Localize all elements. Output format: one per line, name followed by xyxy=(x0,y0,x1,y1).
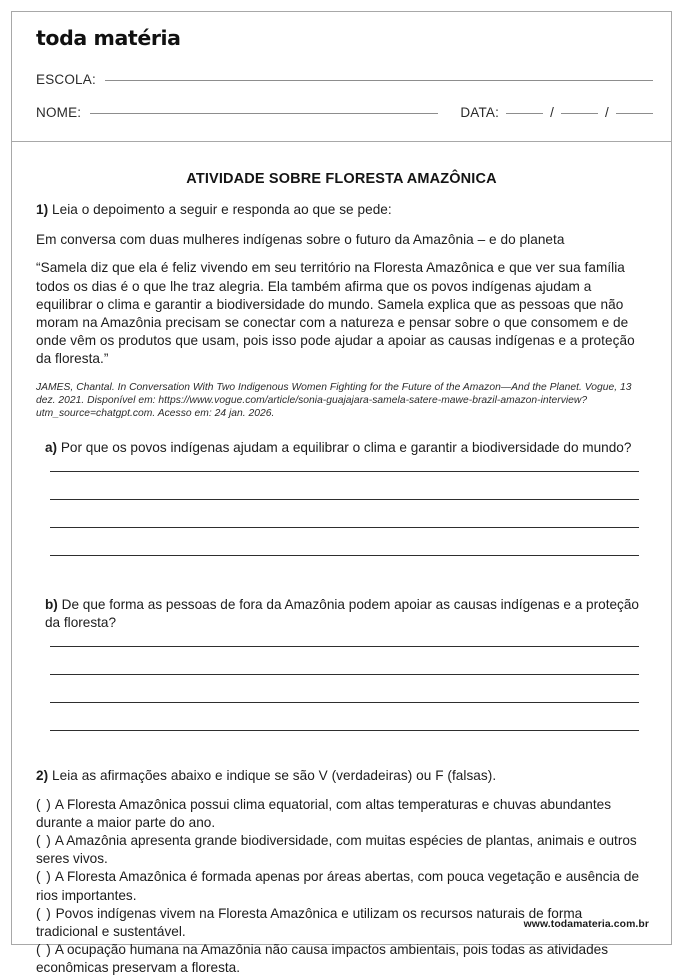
true-false-checkbox[interactable]: ( ) xyxy=(36,905,52,921)
statement-item xyxy=(36,941,647,977)
true-false-checkbox[interactable]: ( ) xyxy=(36,869,52,885)
answer-line[interactable] xyxy=(50,702,639,703)
true-false-checkbox[interactable]: ( ) xyxy=(36,796,52,812)
worksheet-header xyxy=(12,12,671,142)
name-date-field-row xyxy=(36,105,653,120)
question-1-prompt xyxy=(36,201,647,219)
date-separator-1: / xyxy=(550,105,555,120)
answer-line[interactable] xyxy=(50,499,639,500)
question-2-number: 2) xyxy=(36,768,49,784)
school-input-line[interactable] xyxy=(105,80,653,81)
statement-text: A Floresta Amazônica possui clima equatorial, com altas temperaturas e chuvas abundantes durante a maior parte do ano. xyxy=(36,796,611,830)
statement-text: A Amazônia apresenta grande biodiversidade, com muitas espécies de plantas, animais e outros seres vivos. xyxy=(36,833,637,867)
school-field-row xyxy=(36,72,653,87)
answer-line[interactable] xyxy=(50,674,639,675)
question-1-quote: “Samela diz que ela é feliz vivendo em seu território na Floresta Amazônica e que ver sua família todos os dias é o que lhe traz alegria. Ela também afirma que os povos indígenas ajudam a equilibrar o clima e garantir a biodiversidade do mundo. Samela explica que as pessoas que não moram na Amazônia precisam se conectar com a natureza e pensar sobre o que consomem e de onde vêm os produtos que usam, pois isso pode ajudar a apoiar as causas indígenas e a proteção da floresta.” xyxy=(36,260,635,367)
true-false-checkbox[interactable]: ( ) xyxy=(36,833,52,849)
date-field-group xyxy=(460,105,653,120)
date-day-line[interactable] xyxy=(506,113,543,114)
name-input-line[interactable] xyxy=(90,113,438,114)
question-1b xyxy=(45,596,647,632)
brand-logo: toda matéria xyxy=(36,26,181,50)
question-1b-label: b) xyxy=(45,597,58,613)
question-1a-text: Por que os povos indígenas ajudam a equilibrar o clima e garantir a biodiversidade do mundo? xyxy=(57,439,632,455)
statement-item xyxy=(36,796,647,832)
answer-line[interactable] xyxy=(50,471,639,472)
question-1b-text: De que forma as pessoas de fora da Amazônia podem apoiar as causas indígenas e a proteção da floresta? xyxy=(45,597,639,631)
footer-website-url: www.todamateria.com.br xyxy=(523,919,649,930)
question-2-prompt xyxy=(36,767,647,785)
question-1-intro: Em conversa com duas mulheres indígenas sobre o futuro da Amazônia – e do planeta xyxy=(36,232,565,248)
question-1-number: 1) xyxy=(36,202,49,217)
question-1-citation: JAMES, Chantal. In Conversation With Two Indigenous Women Fighting for the Future of the Amazon—And the Planet. Vogue, 13 dez. 2021. Disponível em: https://www.vogue.com/article/sonia-guajajara-samela-satere-mawe-brazil-amazon-interview?utm_source=chatgpt.com. Acesso em: 24 jan. 2026. xyxy=(36,381,632,420)
answer-line[interactable] xyxy=(50,646,639,647)
statement-text: A ocupação humana na Amazônia não causa impactos ambientais, pois todas as atividades econômicas preservam a floresta. xyxy=(36,942,609,976)
name-label: NOME: xyxy=(36,105,82,120)
page-title: ATIVIDADE SOBRE FLORESTA AMAZÔNICA xyxy=(186,171,497,187)
question-1a xyxy=(45,439,647,457)
worksheet-body xyxy=(12,142,671,976)
statement-item xyxy=(36,868,647,904)
date-month-line[interactable] xyxy=(561,113,598,114)
worksheet-page xyxy=(11,11,672,976)
question-1a-label: a) xyxy=(45,439,58,455)
question-1-prompt-text: Leia o depoimento a seguir e responda ao que se pede: xyxy=(48,202,392,217)
school-label: ESCOLA: xyxy=(36,72,96,87)
statement-text: Povos indígenas vivem na Floresta Amazônica e utilizam os recursos naturais de forma tradicional e sustentável. xyxy=(36,905,583,940)
answer-line[interactable] xyxy=(50,527,639,528)
statement-text: A Floresta Amazônica é formada apenas por áreas abertas, com pouca vegetação e ausência de rios importantes. xyxy=(36,869,640,903)
question-1a-answer-area xyxy=(50,471,647,556)
date-separator-2: / xyxy=(605,105,609,120)
statement-item xyxy=(36,832,647,868)
question-2-prompt-text: Leia as afirmações abaixo e indique se são V (verdadeiras) ou F (falsas). xyxy=(48,768,497,784)
true-false-checkbox[interactable]: ( ) xyxy=(36,942,52,958)
question-1b-answer-area xyxy=(50,646,647,731)
date-label: DATA: xyxy=(460,105,500,120)
date-year-line[interactable] xyxy=(616,113,653,114)
